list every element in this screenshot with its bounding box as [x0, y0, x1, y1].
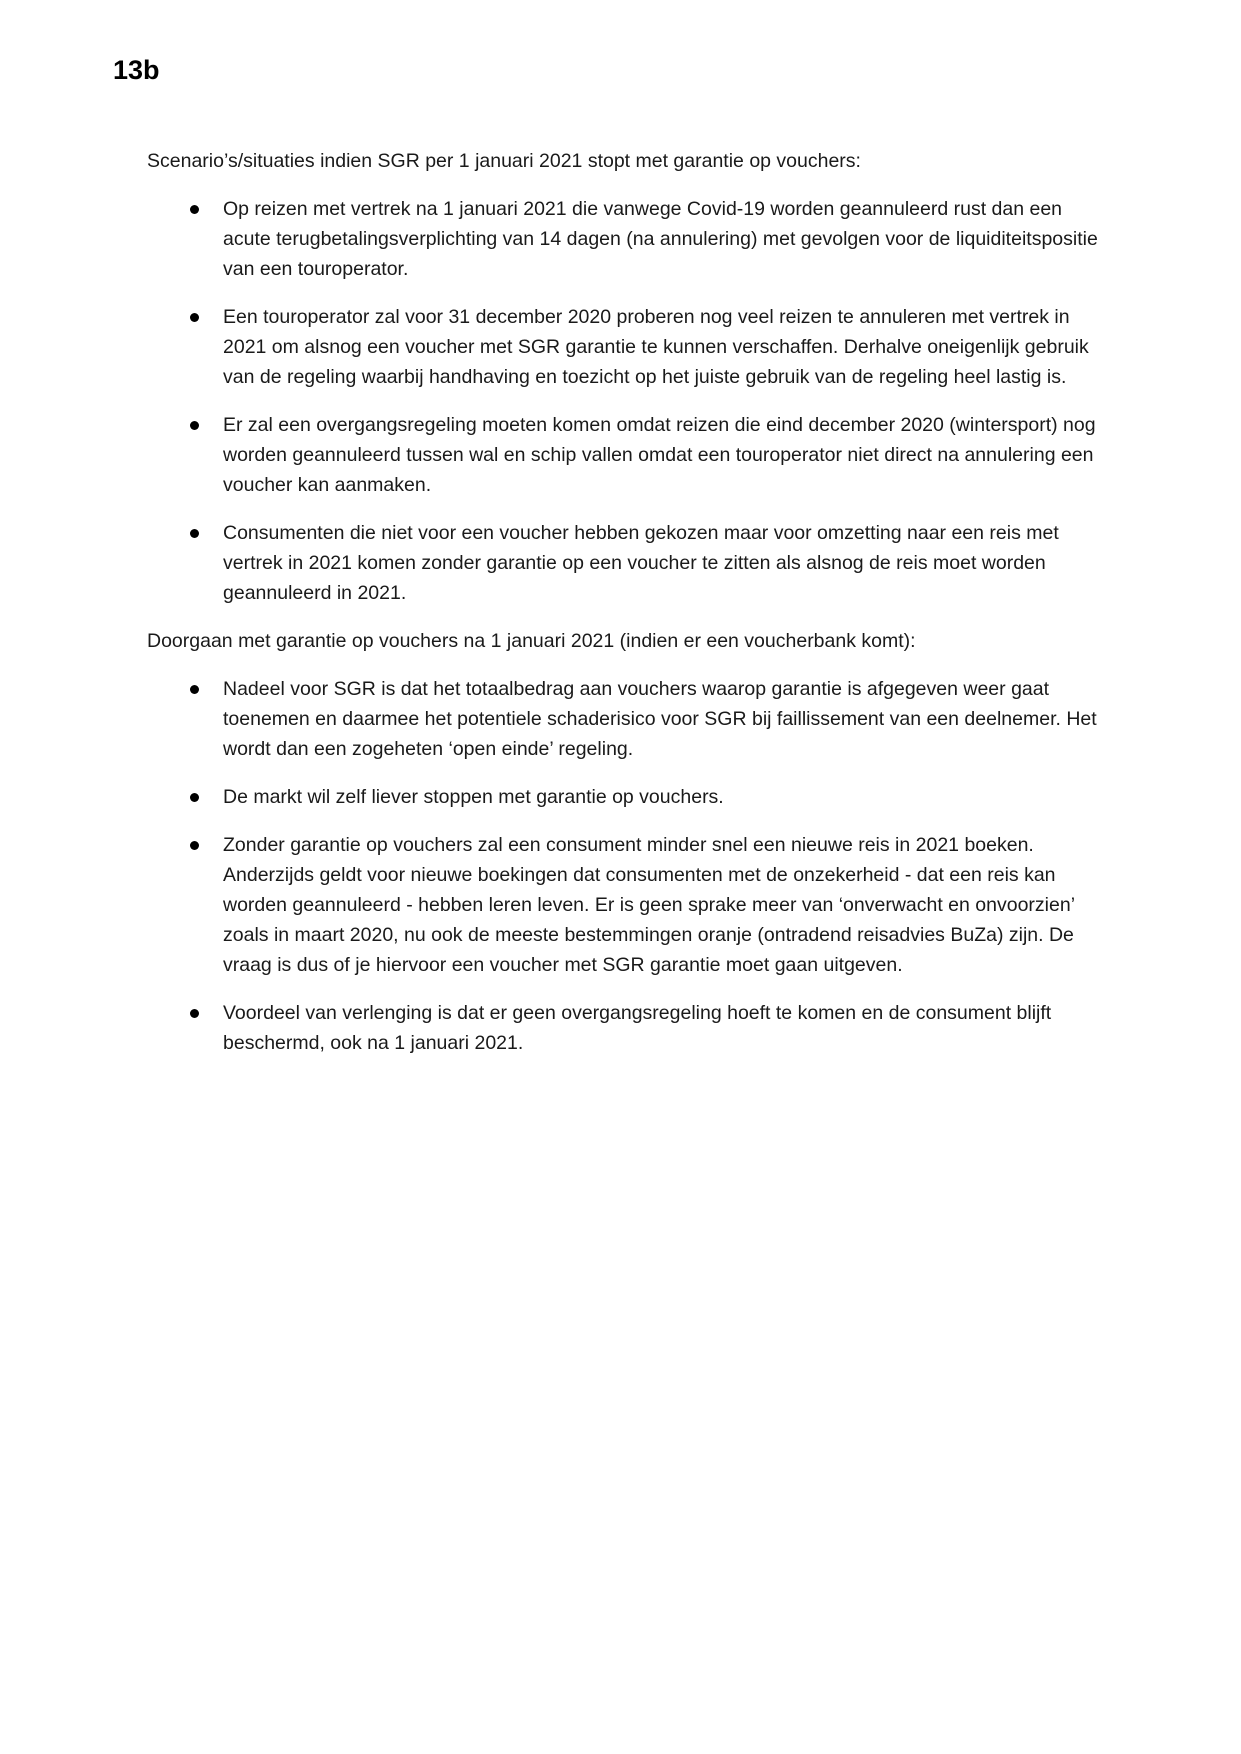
list-item-text: Zonder garantie op vouchers zal een consument minder snel een nieuwe reis in 2021 boeken. Anderzijds geldt voor nieuwe boekingen dat consumenten met de onzekerheid - dat een reis kan worden geannuleerd - hebben leren leven. Er is geen sprake meer van ‘onverwacht en onvoorzien’ zoals in maart 2020, nu ook de meeste bestemmingen oranje (ontradend reisadvies BuZa) zijn. De vraag is dus of je hiervoor een voucher met SGR garantie moet gaan uitgeven. — [223, 834, 1075, 976]
list-item — [147, 782, 1107, 812]
list-item-text: Voordeel van verlenging is dat er geen overgangsregeling hoeft te komen en de consument blijft beschermd, ook na 1 januari 2021. — [223, 1002, 1052, 1054]
bullet-icon — [190, 793, 199, 802]
bullet-icon — [190, 685, 199, 694]
list-item-text: Een touroperator zal voor 31 december 2020 proberen nog veel reizen te annuleren met vertrek in 2021 om alsnog een voucher met SGR garantie te kunnen verschaffen. Derhalve oneigenlijk gebruik van de regeling waarbij handhaving en toezicht op het juiste gebruik van de regeling heel lastig is. — [223, 306, 1089, 388]
bullet-icon — [190, 313, 199, 322]
bullet-icon — [190, 205, 199, 214]
list-item — [147, 302, 1107, 392]
bullet-icon — [190, 421, 199, 430]
list-item-text: Nadeel voor SGR is dat het totaalbedrag aan vouchers waarop garantie is afgegeven weer gaat toenemen en daarmee het potentiele schaderisico voor SGR bij faillissement van een deelnemer. Het wordt dan een zogeheten ‘open einde’ regeling. — [223, 678, 1097, 760]
list-item — [147, 998, 1107, 1058]
bullet-icon — [190, 529, 199, 538]
bullet-list — [147, 194, 1107, 608]
list-item — [147, 194, 1107, 284]
list-item-text: De markt wil zelf liever stoppen met garantie op vouchers. — [223, 786, 724, 808]
list-item — [147, 410, 1107, 500]
bullet-icon — [190, 1009, 199, 1018]
list-item-text: Consumenten die niet voor een voucher hebben gekozen maar voor omzetting naar een reis met vertrek in 2021 komen zonder garantie op een voucher te zitten als alsnog de reis moet worden geannuleerd in 2021. — [223, 522, 1059, 604]
page-title: 13b — [113, 55, 160, 85]
section-intro: Scenario’s/situaties indien SGR per 1 januari 2021 stopt met garantie op vouchers: — [147, 150, 861, 172]
document-body — [147, 146, 1107, 1076]
list-item-text: Er zal een overgangsregeling moeten komen omdat reizen die eind december 2020 (wintersport) nog worden geannuleerd tussen wal en schip vallen omdat een touroperator niet direct na annulering een voucher kan aanmaken. — [223, 414, 1096, 496]
list-item — [147, 518, 1107, 608]
list-item-text: Op reizen met vertrek na 1 januari 2021 die vanwege Covid-19 worden geannuleerd rust dan een acute terugbetalingsverplichting van 14 dagen (na annulering) met gevolgen voor de liquiditeitspositie van een touroperator. — [223, 198, 1098, 280]
section-intro: Doorgaan met garantie op vouchers na 1 januari 2021 (indien er een voucherbank komt): — [147, 630, 916, 652]
list-item — [147, 830, 1107, 980]
list-item — [147, 674, 1107, 764]
bullet-list — [147, 674, 1107, 1058]
bullet-icon — [190, 841, 199, 850]
